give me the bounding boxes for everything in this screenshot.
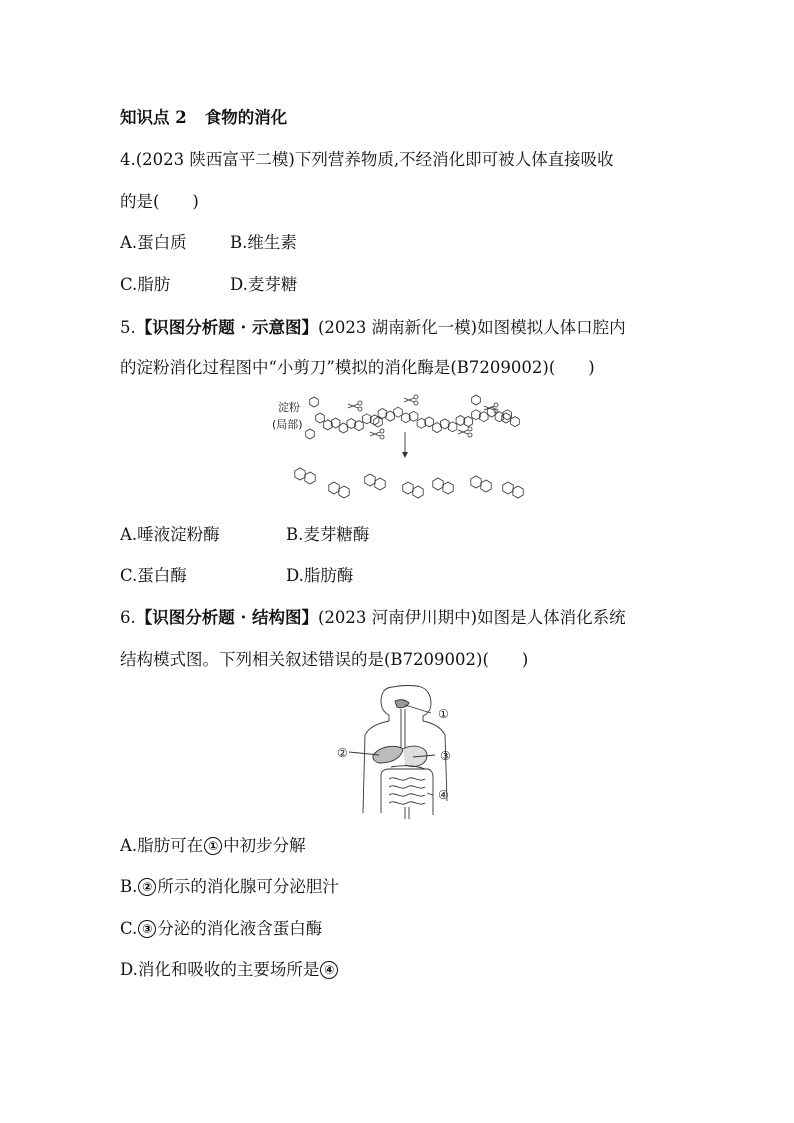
q6-option-c-pre: C. — [120, 919, 138, 938]
glucose-ring — [347, 419, 356, 429]
glucose-ring — [472, 395, 481, 405]
arrow-down-icon — [402, 432, 408, 458]
glucose-ring — [409, 411, 418, 421]
glucose-ring — [480, 412, 489, 422]
q5-option-c: C.蛋白酶 — [120, 566, 187, 585]
marker-2: ② — [138, 878, 156, 896]
glucose-ring — [339, 423, 348, 433]
figure-label-4: ④ — [438, 788, 449, 802]
q6-option-b — [120, 877, 339, 897]
glucose-ring — [378, 409, 387, 419]
glucose-ring — [471, 476, 481, 488]
glucose-ring — [331, 418, 340, 428]
glucose-ring — [511, 417, 520, 427]
glucose-ring — [425, 417, 434, 427]
q6-option-c — [120, 919, 322, 939]
glucose-ring — [374, 417, 383, 427]
q4-option-c: C.脂肪 — [120, 275, 171, 294]
q4-stem-line1: 4.(2023 陕西富平二模)下列营养物质,不经消化即可被人体直接吸收 — [120, 150, 614, 169]
starch-label-local: (局部) — [272, 418, 303, 431]
q6-option-b-pre: B. — [120, 877, 138, 896]
section-heading — [120, 108, 287, 128]
q6-stem-line1 — [120, 608, 626, 628]
q6-option-d-pre: D.消化和吸收的主要场所是 — [120, 960, 320, 979]
glucose-ring — [513, 486, 523, 498]
q6-option-d — [120, 960, 339, 980]
q4-option-a: A.蛋白质 — [120, 233, 187, 252]
q6-option-a-pre: A.脂肪可在 — [120, 836, 204, 855]
maltose-products — [295, 468, 523, 498]
marker-1: ① — [204, 837, 222, 855]
glucose-ring — [339, 486, 349, 498]
q6-tag: 【识图分析题 · 结构图】 — [135, 608, 318, 627]
scissors-icon — [370, 429, 384, 439]
q4-stem-line2: 的是( ) — [120, 192, 199, 211]
glucose-ring — [417, 418, 426, 428]
scissors-icon — [348, 401, 362, 411]
q5-option-a: A.唾液淀粉酶 — [120, 525, 220, 544]
q6-stem-rest: (2023 河南伊川期中)如图是人体消化系统 — [317, 608, 626, 627]
q6-stem-line2: 结构模式图。下列相关叙述错误的是(B7209002)( ) — [120, 650, 529, 669]
glucose-ring — [310, 397, 319, 407]
q4-option-d: D.麦芽糖 — [230, 275, 298, 294]
glucose-ring — [403, 482, 413, 494]
glucose-ring — [502, 413, 511, 423]
figure-label-1: ① — [438, 707, 449, 721]
glucose-ring — [402, 413, 411, 423]
q5-stem-line1 — [120, 318, 626, 338]
starch-digestion-figure — [270, 392, 530, 510]
section-heading-title: 食物的消化 — [204, 108, 288, 127]
q4-option-b: B.维生素 — [230, 233, 297, 252]
glucose-ring — [464, 417, 473, 427]
glucose-ring — [329, 482, 339, 494]
glucose-ring — [441, 419, 450, 429]
q5-number: 5. — [120, 318, 136, 337]
digestive-system-figure — [335, 683, 465, 821]
glucose-ring — [503, 482, 513, 494]
scissors-icon — [404, 395, 418, 405]
glucose-ring — [481, 480, 491, 492]
section-heading-number: 知识点 2 — [120, 108, 187, 127]
glucose-ring — [363, 414, 372, 424]
glucose-ring — [365, 474, 375, 486]
glucose-ring — [370, 415, 379, 425]
q5-option-d: D.脂肪酶 — [286, 566, 354, 585]
starch-label: 淀粉 — [278, 401, 300, 414]
glucose-ring — [433, 423, 442, 433]
glucose-ring — [305, 472, 315, 484]
figure-label-2: ② — [337, 746, 348, 760]
q6-option-a — [120, 836, 306, 856]
glucose-ring — [306, 429, 315, 439]
q6-number: 6. — [120, 608, 136, 627]
figure-label-3: ③ — [440, 749, 451, 763]
glucose-ring — [413, 486, 423, 498]
glucose-ring — [386, 411, 395, 421]
q6-option-a-post: 中初步分解 — [223, 836, 306, 855]
q6-option-c-post: 分泌的消化液含蛋白酶 — [157, 919, 323, 938]
q5-option-b: B.麦芽糖酶 — [286, 525, 370, 544]
glucose-ring — [472, 410, 481, 420]
glucose-ring — [324, 420, 333, 430]
glucose-ring — [443, 482, 453, 494]
q6-option-b-post: 所示的消化腺可分泌胆汁 — [157, 877, 339, 896]
glucose-ring — [295, 468, 305, 480]
glucose-ring — [316, 413, 325, 423]
marker-4: ④ — [320, 961, 338, 979]
marker-3: ③ — [138, 920, 156, 938]
scissors-icon — [458, 427, 472, 437]
glucose-ring — [456, 416, 465, 426]
glucose-ring — [375, 478, 385, 490]
glucose-ring — [433, 478, 443, 490]
glucose-ring — [394, 407, 403, 417]
q5-stem-rest: (2023 湖南新化一模)如图模拟人体口腔内 — [317, 318, 626, 337]
q5-tag: 【识图分析题 · 示意图】 — [135, 318, 318, 337]
glucose-ring — [448, 422, 457, 432]
glucose-ring — [355, 421, 364, 431]
q5-stem-line2: 的淀粉消化过程图中“小剪刀”模拟的消化酶是(B7209002)( ) — [120, 358, 595, 377]
